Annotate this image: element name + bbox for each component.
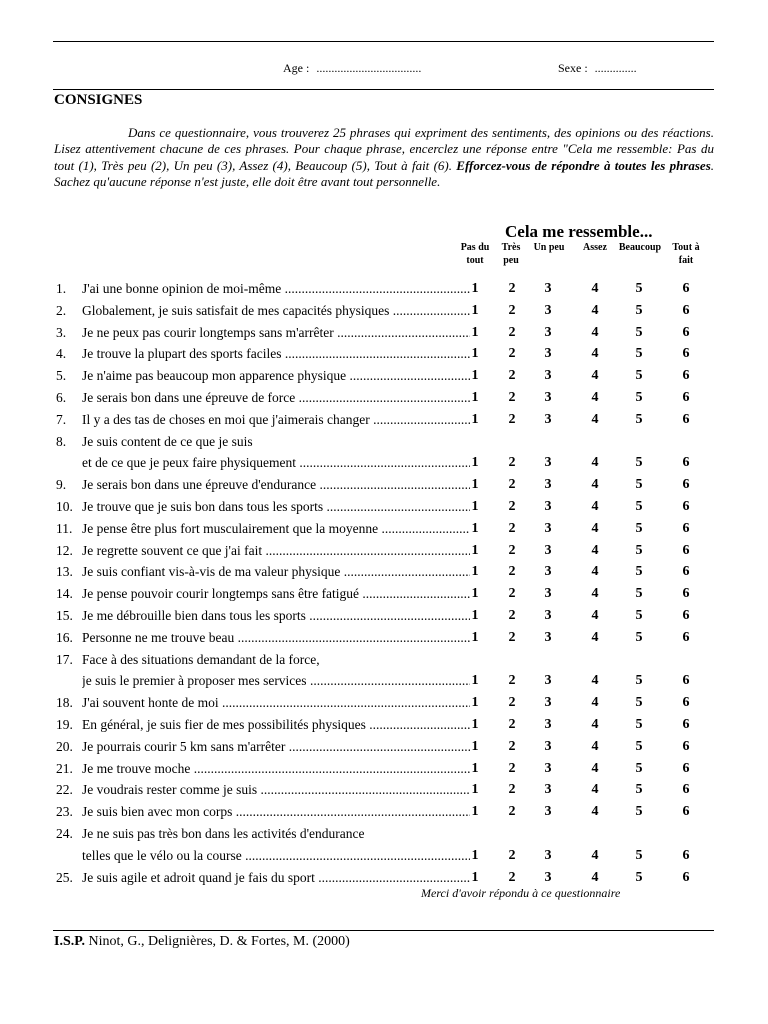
response-option-4[interactable]: 4 <box>591 411 599 427</box>
item-row <box>0 281 768 303</box>
sex-field[interactable] <box>558 61 637 76</box>
response-option-5[interactable]: 5 <box>635 847 643 863</box>
instructions-part2: . Sachez qu'aucune réponse n'est juste, elle doit être avant tout personnelle. <box>54 157 714 189</box>
item-number: 11. <box>56 520 73 536</box>
footer-authors: Ninot, G., Delignières, D. & Fortes, M. (2000) <box>88 934 350 949</box>
item-text: Je ne suis pas très bon dans les activités d'endurance <box>82 826 365 841</box>
item-row <box>0 499 768 521</box>
item-row <box>0 804 768 826</box>
response-option-1[interactable]: 1 <box>471 455 479 471</box>
item-text: Globalement, je suis satisfait de mes capacités physiques ..... <box>82 303 470 319</box>
response-option-6[interactable]: 6 <box>682 738 690 754</box>
response-option-6[interactable]: 6 <box>682 717 690 732</box>
response-option-5[interactable]: 5 <box>635 804 643 820</box>
response-option-1[interactable]: 1 <box>471 738 479 754</box>
response-option-2[interactable]: 2 <box>508 368 516 384</box>
response-option-1[interactable]: 1 <box>471 608 479 623</box>
item-number: 15. <box>56 608 73 623</box>
response-option-3[interactable]: 3 <box>544 847 552 863</box>
response-option-1[interactable]: 1 <box>471 477 479 493</box>
response-option-2[interactable]: 2 <box>508 782 516 798</box>
response-option-4[interactable]: 4 <box>591 629 599 645</box>
response-option-1[interactable]: 1 <box>471 499 479 514</box>
response-option-3[interactable]: 3 <box>544 804 552 820</box>
response-option-2[interactable]: 2 <box>508 542 516 558</box>
item-number: 4. <box>56 346 67 362</box>
item-number: 18. <box>56 695 73 711</box>
response-option-2[interactable]: 2 <box>508 499 516 514</box>
response-option-6[interactable]: 6 <box>682 760 690 776</box>
item-row <box>0 477 768 499</box>
item-row <box>0 543 768 565</box>
response-option-1[interactable]: 1 <box>471 368 479 384</box>
response-option-3[interactable]: 3 <box>544 302 552 318</box>
item-row <box>0 521 768 543</box>
response-option-2[interactable]: 2 <box>508 695 516 711</box>
item-text: Je ne peux pas courir longtemps sans m'arrêter ..... <box>82 325 470 341</box>
item-text: Face à des situations demandant de la force, <box>82 651 320 667</box>
item-text: J'ai une bonne opinion de moi-même ..... <box>82 281 470 297</box>
response-option-3[interactable]: 3 <box>544 390 552 405</box>
item-row <box>0 586 768 608</box>
response-option-6[interactable]: 6 <box>682 390 690 405</box>
response-option-4[interactable]: 4 <box>591 673 599 689</box>
item-text: Personne ne me trouve beau ..... <box>82 630 470 646</box>
response-option-6[interactable]: 6 <box>682 782 690 798</box>
item-number: 25. <box>56 869 73 885</box>
response-option-1[interactable]: 1 <box>471 760 479 776</box>
response-option-6[interactable]: 6 <box>682 847 690 863</box>
item-number: 5. <box>56 368 67 384</box>
column-header-tout-a-fait: Tout à fait <box>672 242 700 266</box>
response-option-4[interactable]: 4 <box>591 346 599 362</box>
response-option-3[interactable]: 3 <box>544 608 552 623</box>
response-option-5[interactable]: 5 <box>635 281 643 296</box>
response-option-2[interactable]: 2 <box>508 847 516 863</box>
response-option-2[interactable]: 2 <box>508 455 516 471</box>
item-text: Je suis bien avec mon corps ..... <box>82 804 470 820</box>
item-row <box>0 826 768 848</box>
response-option-6[interactable]: 6 <box>682 346 690 362</box>
item-row <box>0 608 768 630</box>
item-number: 7. <box>56 411 67 427</box>
response-option-4[interactable]: 4 <box>591 869 599 885</box>
consignes-title: CONSIGNES <box>54 92 143 108</box>
response-option-5[interactable]: 5 <box>635 499 643 514</box>
response-option-5[interactable]: 5 <box>635 390 643 405</box>
response-option-3[interactable]: 3 <box>544 281 552 296</box>
response-option-3[interactable]: 3 <box>544 760 552 776</box>
response-option-4[interactable]: 4 <box>591 520 599 536</box>
item-number: 1. <box>56 281 67 296</box>
response-option-2[interactable]: 2 <box>508 520 516 536</box>
item-row <box>0 652 768 674</box>
response-option-5[interactable]: 5 <box>635 629 643 645</box>
response-option-2[interactable]: 2 <box>508 281 516 296</box>
item-number: 12. <box>56 542 73 558</box>
response-option-4[interactable]: 4 <box>591 695 599 711</box>
response-option-6[interactable]: 6 <box>682 629 690 645</box>
item-text: Je pourrais courir 5 km sans m'arrêter ..... <box>82 739 470 755</box>
item-text: Je serais bon dans une épreuve d'endurance ..... <box>82 477 470 493</box>
response-option-6[interactable]: 6 <box>682 455 690 471</box>
response-option-4[interactable]: 4 <box>591 738 599 754</box>
column-header-tres-peu: Très peu <box>501 242 521 266</box>
item-text: Je me débrouille bien dans tous les sports ..... <box>82 608 470 624</box>
response-option-5[interactable]: 5 <box>635 324 643 340</box>
item-number: 10. <box>56 499 73 514</box>
response-option-2[interactable]: 2 <box>508 390 516 405</box>
response-option-1[interactable]: 1 <box>471 782 479 798</box>
response-option-6[interactable]: 6 <box>682 477 690 493</box>
item-row <box>0 455 768 477</box>
item-number: 24. <box>56 826 73 841</box>
item-row <box>0 782 768 804</box>
response-option-5[interactable]: 5 <box>635 302 643 318</box>
response-option-5[interactable]: 5 <box>635 542 643 558</box>
response-option-5[interactable]: 5 <box>635 346 643 362</box>
response-option-2[interactable]: 2 <box>508 629 516 645</box>
column-header-beaucoup: Beaucoup <box>618 242 662 253</box>
response-option-5[interactable]: 5 <box>635 695 643 711</box>
response-option-1[interactable]: 1 <box>471 390 479 405</box>
item-row <box>0 325 768 347</box>
response-option-6[interactable]: 6 <box>682 695 690 711</box>
response-option-4[interactable]: 4 <box>591 564 599 580</box>
item-row <box>0 761 768 783</box>
response-option-3[interactable]: 3 <box>544 586 552 602</box>
response-option-4[interactable]: 4 <box>591 368 599 384</box>
item-row <box>0 739 768 761</box>
response-option-4[interactable]: 4 <box>591 455 599 471</box>
response-option-1[interactable]: 1 <box>471 324 479 340</box>
response-option-2[interactable]: 2 <box>508 738 516 754</box>
response-option-6[interactable]: 6 <box>682 608 690 623</box>
response-option-5[interactable]: 5 <box>635 368 643 384</box>
response-option-2[interactable]: 2 <box>508 717 516 732</box>
header-rule <box>53 89 714 90</box>
item-text: Je pense être plus fort musculairement que la moyenne ..... <box>82 521 470 537</box>
response-option-1[interactable]: 1 <box>471 564 479 580</box>
response-option-4[interactable]: 4 <box>591 782 599 798</box>
response-option-4[interactable]: 4 <box>591 804 599 820</box>
response-option-2[interactable]: 2 <box>508 760 516 776</box>
response-option-5[interactable]: 5 <box>635 411 643 427</box>
item-row <box>0 673 768 695</box>
item-row <box>0 390 768 412</box>
scale-title: Cela me ressemble... <box>505 222 653 241</box>
item-text-continued: je suis le premier à proposer mes services ..... <box>82 673 470 689</box>
item-text: Je pense pouvoir courir longtemps sans être fatigué ..... <box>82 586 470 602</box>
item-number: 20. <box>56 738 73 754</box>
response-option-2[interactable]: 2 <box>508 869 516 885</box>
item-row <box>0 848 768 870</box>
item-text: Je serais bon dans une épreuve de force ..... <box>82 390 470 406</box>
response-option-5[interactable]: 5 <box>635 782 643 798</box>
item-row <box>0 630 768 652</box>
response-option-4[interactable]: 4 <box>591 847 599 863</box>
response-option-6[interactable]: 6 <box>682 520 690 536</box>
instructions-part1: Dans ce questionnaire, vous trouverez 25 phrases qui expriment des sentiments, des opinions ou des réactions. Lisez attentivement chacune de ces phrases. Pour chaque phrase, encerclez une réponse entre "Cela me ressemble: Pas du tout (1), Très peu (2), Un peu (3), Assez (4), Beaucoup (5), Tout à fait (6). <box>54 125 714 173</box>
response-option-4[interactable]: 4 <box>591 324 599 340</box>
response-option-1[interactable]: 1 <box>471 411 479 427</box>
sex-blank: .............. <box>594 61 637 75</box>
item-number: 3. <box>56 324 67 340</box>
item-number: 8. <box>56 433 67 449</box>
response-option-6[interactable]: 6 <box>682 302 690 318</box>
item-number: 22. <box>56 782 73 798</box>
response-option-1[interactable]: 1 <box>471 869 479 885</box>
item-text: Je regrette souvent ce que j'ai fait ..... <box>82 543 470 559</box>
item-row <box>0 717 768 739</box>
response-option-3[interactable]: 3 <box>544 738 552 754</box>
response-option-6[interactable]: 6 <box>682 499 690 514</box>
response-option-2[interactable]: 2 <box>508 608 516 623</box>
response-option-1[interactable]: 1 <box>471 673 479 689</box>
response-option-2[interactable]: 2 <box>508 302 516 318</box>
response-option-5[interactable]: 5 <box>635 586 643 602</box>
item-text: Je me trouve moche ..... <box>82 761 470 777</box>
column-header-assez: Assez <box>583 242 607 253</box>
response-option-2[interactable]: 2 <box>508 346 516 362</box>
footer-citation <box>54 934 350 950</box>
response-option-2[interactable]: 2 <box>508 564 516 580</box>
instructions-paragraph <box>54 125 714 190</box>
response-option-3[interactable]: 3 <box>544 717 552 732</box>
response-option-1[interactable]: 1 <box>471 695 479 711</box>
item-text: Je suis agile et adroit quand je fais du sport ..... <box>82 870 470 886</box>
footer-rule <box>53 930 714 931</box>
response-option-1[interactable]: 1 <box>471 847 479 863</box>
item-text-continued: et de ce que je peux faire physiquement ..... <box>82 455 470 471</box>
item-text: Je trouve que je suis bon dans tous les sports ..... <box>82 499 470 515</box>
thanks-note: Merci d'avoir répondu à ce questionnaire <box>421 886 621 900</box>
response-option-4[interactable]: 4 <box>591 390 599 405</box>
response-option-5[interactable]: 5 <box>635 673 643 689</box>
response-option-2[interactable]: 2 <box>508 673 516 689</box>
response-option-1[interactable]: 1 <box>471 804 479 820</box>
response-option-3[interactable]: 3 <box>544 324 552 340</box>
response-option-2[interactable]: 2 <box>508 804 516 820</box>
response-option-6[interactable]: 6 <box>682 804 690 820</box>
response-option-3[interactable]: 3 <box>544 564 552 580</box>
item-row <box>0 412 768 434</box>
footer-acronym: I.S.P. <box>54 934 86 949</box>
item-number: 19. <box>56 717 73 732</box>
column-header-pas-du-tout: Pas du tout <box>460 242 490 266</box>
response-option-1[interactable]: 1 <box>471 302 479 318</box>
item-row <box>0 368 768 390</box>
response-option-5[interactable]: 5 <box>635 738 643 754</box>
response-option-5[interactable]: 5 <box>635 477 643 493</box>
item-text: En général, je suis fier de mes possibilités physiques ..... <box>82 717 470 733</box>
response-option-4[interactable]: 4 <box>591 542 599 558</box>
item-text: Je suis content de ce que je suis <box>82 433 253 449</box>
response-option-5[interactable]: 5 <box>635 520 643 536</box>
item-text: Je trouve la plupart des sports faciles ..... <box>82 346 470 362</box>
item-number: 14. <box>56 586 73 602</box>
column-header-un-peu: Un peu <box>533 242 565 253</box>
response-option-1[interactable]: 1 <box>471 346 479 362</box>
item-number: 16. <box>56 629 73 645</box>
response-option-1[interactable]: 1 <box>471 520 479 536</box>
item-row <box>0 434 768 456</box>
item-text: Je n'aime pas beaucoup mon apparence physique ..... <box>82 368 470 384</box>
item-text: Je voudrais rester comme je suis ..... <box>82 782 470 798</box>
item-number: 6. <box>56 390 67 405</box>
response-option-3[interactable]: 3 <box>544 629 552 645</box>
response-option-4[interactable]: 4 <box>591 717 599 732</box>
response-option-4[interactable]: 4 <box>591 499 599 514</box>
response-option-3[interactable]: 3 <box>544 695 552 711</box>
age-label: Age : <box>283 61 310 75</box>
response-option-2[interactable]: 2 <box>508 477 516 493</box>
item-text: Je suis confiant vis-à-vis de ma valeur physique ..... <box>82 564 470 580</box>
response-option-5[interactable]: 5 <box>635 869 643 885</box>
response-option-2[interactable]: 2 <box>508 411 516 427</box>
response-option-6[interactable]: 6 <box>682 564 690 580</box>
item-number: 21. <box>56 760 73 776</box>
item-row <box>0 346 768 368</box>
item-text: Il y a des tas de choses en moi que j'aimerais changer ..... <box>82 412 470 428</box>
item-text: J'ai souvent honte de moi ..... <box>82 695 470 711</box>
age-field[interactable] <box>283 61 421 76</box>
response-option-3[interactable]: 3 <box>544 869 552 885</box>
response-option-4[interactable]: 4 <box>591 477 599 493</box>
response-option-5[interactable]: 5 <box>635 760 643 776</box>
response-option-5[interactable]: 5 <box>635 608 643 623</box>
response-option-3[interactable]: 3 <box>544 542 552 558</box>
response-option-6[interactable]: 6 <box>682 586 690 602</box>
response-option-1[interactable]: 1 <box>471 629 479 645</box>
response-option-5[interactable]: 5 <box>635 717 643 732</box>
response-option-4[interactable]: 4 <box>591 760 599 776</box>
response-option-3[interactable]: 3 <box>544 411 552 427</box>
response-option-1[interactable]: 1 <box>471 542 479 558</box>
item-number: 17. <box>56 651 73 667</box>
response-option-6[interactable]: 6 <box>682 281 690 296</box>
item-number: 13. <box>56 564 73 580</box>
item-text-continued: telles que le vélo ou la course ..... <box>82 848 470 864</box>
response-option-1[interactable]: 1 <box>471 281 479 296</box>
top-rule <box>53 41 714 42</box>
response-option-3[interactable]: 3 <box>544 455 552 471</box>
response-option-5[interactable]: 5 <box>635 564 643 580</box>
response-option-2[interactable]: 2 <box>508 586 516 602</box>
response-option-3[interactable]: 3 <box>544 520 552 536</box>
response-option-6[interactable]: 6 <box>682 869 690 885</box>
item-number: 2. <box>56 302 67 318</box>
sex-label: Sexe : <box>558 61 588 75</box>
instructions-emphasis: Efforcez-vous de répondre à toutes les phrases <box>456 157 711 173</box>
response-option-5[interactable]: 5 <box>635 455 643 471</box>
item-number: 23. <box>56 804 73 820</box>
response-option-3[interactable]: 3 <box>544 673 552 689</box>
response-option-6[interactable]: 6 <box>682 542 690 558</box>
response-option-3[interactable]: 3 <box>544 346 552 362</box>
response-option-3[interactable]: 3 <box>544 368 552 384</box>
response-option-4[interactable]: 4 <box>591 608 599 623</box>
item-row <box>0 303 768 325</box>
response-option-6[interactable]: 6 <box>682 673 690 689</box>
item-row <box>0 564 768 586</box>
response-option-4[interactable]: 4 <box>591 302 599 318</box>
item-row <box>0 695 768 717</box>
age-blank: ................................... <box>316 61 422 75</box>
response-option-1[interactable]: 1 <box>471 717 479 732</box>
item-row <box>0 870 768 892</box>
response-option-1[interactable]: 1 <box>471 586 479 602</box>
response-option-3[interactable]: 3 <box>544 782 552 798</box>
response-option-6[interactable]: 6 <box>682 324 690 340</box>
response-option-4[interactable]: 4 <box>591 586 599 602</box>
response-option-4[interactable]: 4 <box>591 281 599 296</box>
response-option-6[interactable]: 6 <box>682 411 690 427</box>
response-option-3[interactable]: 3 <box>544 477 552 493</box>
item-number: 9. <box>56 477 67 493</box>
response-option-3[interactable]: 3 <box>544 499 552 514</box>
response-option-2[interactable]: 2 <box>508 324 516 340</box>
response-option-6[interactable]: 6 <box>682 368 690 384</box>
